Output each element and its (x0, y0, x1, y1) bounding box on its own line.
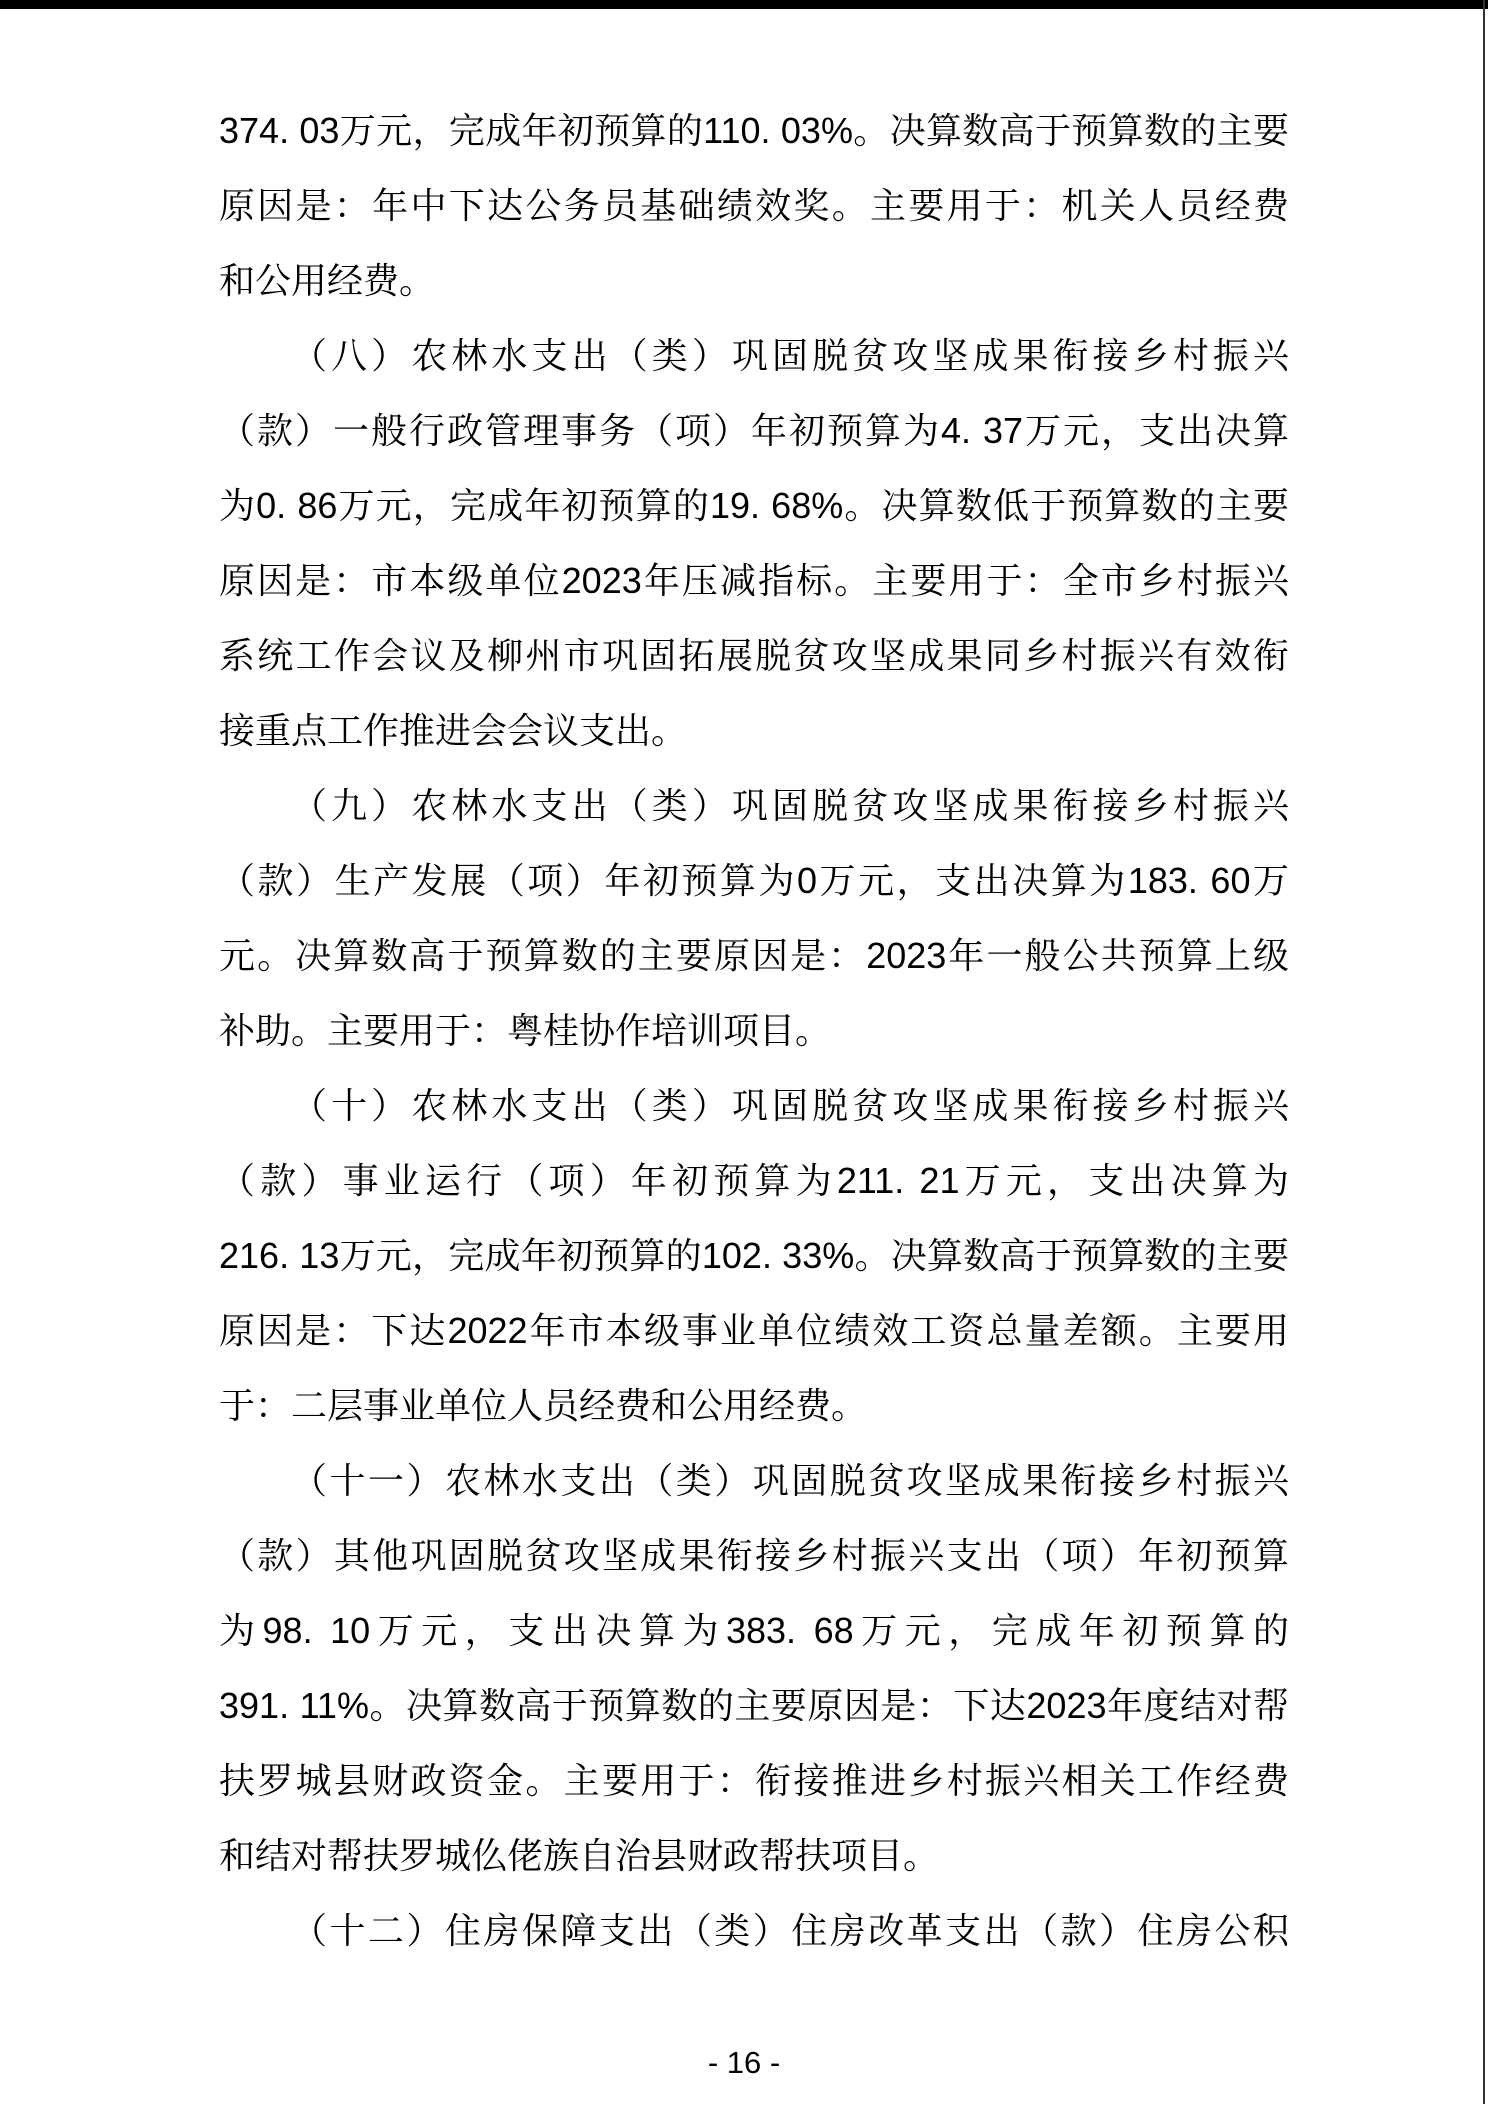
text-line: 扶罗城县财政资金。主要用于：衔接推进乡村振兴相关工作经费 (219, 1760, 1289, 1801)
text-line: 接重点工作推进会会议支出。 (219, 710, 688, 751)
text-line: 于：二层事业单位人员经费和公用经费。 (219, 1385, 868, 1426)
text-line: （款）其他巩固脱贫攻坚成果衔接乡村振兴支出（项）年初预算 (219, 1535, 1289, 1576)
text-line: 216. 13万元，完成年初预算的102. 33%。决算数高于预算数的主要 (219, 1235, 1289, 1276)
text-line: （九）农林水支出（类）巩固脱贫攻坚成果衔接乡村振兴 (291, 785, 1289, 826)
page-number: - 16 - (707, 2045, 781, 2080)
paragraph-continued (219, 93, 1289, 318)
text-line: 系统工作会议及柳州市巩固拓展脱贫攻坚成果同乡村振兴有效衔 (219, 635, 1289, 676)
paragraph-item-8 (219, 318, 1289, 768)
scan-edge-top (0, 0, 1488, 9)
paragraph-item-12 (219, 1893, 1289, 1968)
text-line: （款）生产发展（项）年初预算为0万元，支出决算为183. 60万 (219, 860, 1289, 901)
text-line: （十二）住房保障支出（类）住房改革支出（款）住房公积 (291, 1910, 1289, 1951)
text-line: （十一）农林水支出（类）巩固脱贫攻坚成果衔接乡村振兴 (291, 1460, 1289, 1501)
paragraph-item-9 (219, 768, 1289, 1068)
text-line: 原因是：年中下达公务员基础绩效奖。主要用于：机关人员经费 (219, 185, 1289, 226)
text-line: （十）农林水支出（类）巩固脱贫攻坚成果衔接乡村振兴 (291, 1085, 1289, 1126)
text-line: 为98. 10万元，支出决算为383. 68万元，完成年初预算的 (219, 1610, 1289, 1651)
scan-edge-right (1483, 0, 1485, 2104)
text-line: 和结对帮扶罗城仫佬族自治县财政帮扶项目。 (219, 1835, 940, 1876)
paragraph-item-10 (219, 1068, 1289, 1443)
text-line: 原因是：市本级单位2023年压减指标。主要用于：全市乡村振兴 (219, 560, 1289, 601)
text-line: 为0. 86万元，完成年初预算的19. 68%。决算数低于预算数的主要 (219, 485, 1289, 526)
text-line: 元。决算数高于预算数的主要原因是：2023年一般公共预算上级 (219, 935, 1289, 976)
text-line: （款）事业运行（项）年初预算为211. 21万元，支出决算为 (219, 1160, 1289, 1201)
text-line: 和公用经费。 (219, 260, 436, 301)
text-line: （八）农林水支出（类）巩固脱贫攻坚成果衔接乡村振兴 (291, 335, 1289, 376)
document-body (219, 93, 1289, 1968)
paragraph-item-11 (219, 1443, 1289, 1893)
text-line: 374. 03万元，完成年初预算的110. 03%。决算数高于预算数的主要 (219, 110, 1289, 151)
text-line: 原因是：下达2022年市本级事业单位绩效工资总量差额。主要用 (219, 1310, 1289, 1351)
text-line: （款）一般行政管理事务（项）年初预算为4. 37万元，支出决算 (219, 410, 1289, 451)
text-line: 391. 11%。决算数高于预算数的主要原因是：下达2023年度结对帮 (219, 1685, 1289, 1726)
text-line: 补助。主要用于：粤桂协作培训项目。 (219, 1010, 832, 1051)
